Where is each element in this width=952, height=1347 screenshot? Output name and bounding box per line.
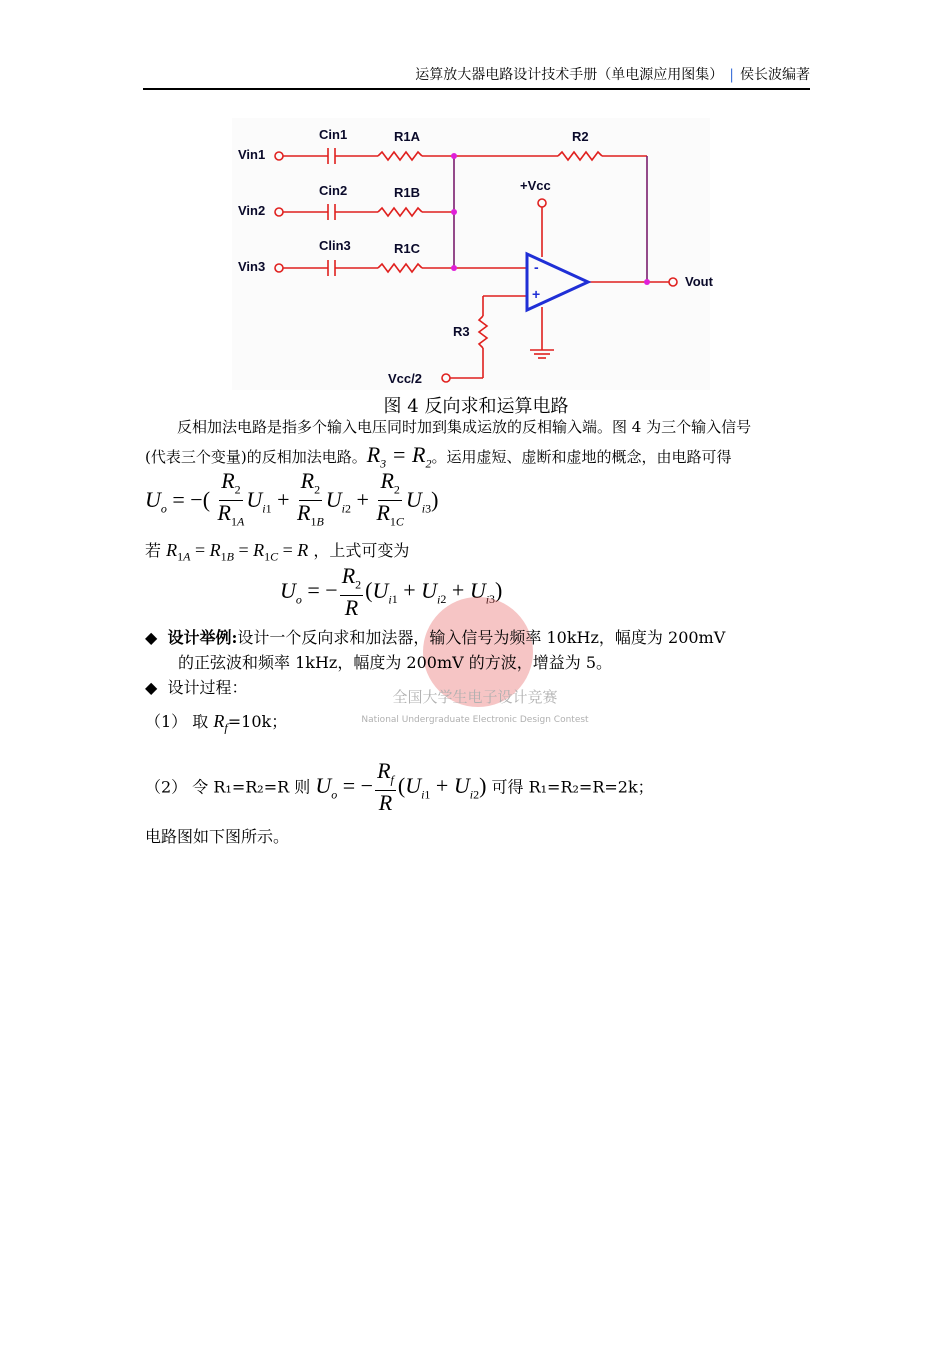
design-example-line2: 的正弦波和频率 1kHz，幅度为 200mV 的方波，增益为 5。: [178, 653, 613, 672]
step-2-prefix: 令 R₁=R₂=R 则: [192, 777, 311, 797]
vin3-label: Vin3: [238, 259, 266, 274]
condition-prefix: 若: [145, 541, 162, 560]
node-dot: [451, 209, 457, 215]
design-process-label: 设计过程：: [167, 678, 248, 697]
vout-label: Vout: [685, 274, 713, 289]
step-1: [145, 709, 287, 736]
vcc-label: +Vcc: [520, 178, 551, 193]
formula-uo-simplified: $U_o$ = − $\frac{R_2}{R}$ $(U_{i1} + U_{i2} + U_{i3})$: [280, 563, 503, 621]
diamond-bullet-icon: ◆: [145, 628, 158, 647]
vin2-label: Vin2: [238, 203, 266, 218]
step-2-number: （2）: [145, 777, 188, 797]
node-dot: [451, 265, 457, 271]
paragraph-2-suffix: 。运用虚短、虚断和虚地的概念，由电路可得: [431, 448, 732, 466]
step-1-prefix: 取: [192, 712, 209, 731]
r1a-label: R1A: [394, 129, 421, 144]
design-example-text: 设计一个反向求和加法器，输入信号为频率 10kHz，幅度为 200mV: [237, 628, 726, 647]
figure-caption: 图 4 反向求和运算电路: [383, 396, 569, 417]
watermark-cn: 全国大学生电子设计竞赛: [392, 688, 558, 706]
page-header: [143, 64, 810, 90]
node-dot: [451, 153, 457, 159]
opamp-plus-label: +: [532, 286, 541, 302]
header-author: 侯长波编著: [740, 67, 810, 83]
step-1-number: （1）: [145, 712, 188, 731]
opamp-minus-label: -: [534, 259, 539, 275]
header-title: 运算放大器电路设计技术手册（单电源应用图集）: [415, 67, 724, 83]
watermark-en: National Undergraduate Electronic Design Contest: [361, 715, 589, 725]
step-2-suffix: 可得 R₁=R₂=R=2k；: [491, 777, 654, 797]
vcc2-label: Vcc/2: [388, 371, 422, 386]
design-example-label: 设计举例:: [167, 628, 238, 647]
node-dot: [644, 279, 650, 285]
cin2-label: Cin2: [319, 183, 348, 198]
r1b-label: R1B: [394, 185, 421, 200]
condition-formula: $R_{1A} = R_{1B} = R_{1C} = R$: [166, 540, 309, 564]
rf-symbol: $R_f$: [213, 711, 228, 735]
inverting-summing-circuit: [232, 118, 713, 390]
design-process: [145, 675, 248, 698]
closing-text: 电路图如下图所示。: [145, 827, 290, 846]
step-2: [145, 760, 654, 815]
formula-uo-general: $U_o$ = −( $\frac{R_2}{R_{1A}}$ $U_{i1}$ + $\frac{R_2}{R_{1B}}$ $U_{i2}$ + $\frac{R_2}{R_{1C}}$ $U_{i3}$): [145, 468, 439, 529]
r2-label: R2: [572, 129, 589, 144]
paragraph-2-prefix: (代表三个变量)的反相加法电路。: [145, 448, 367, 466]
r1c-label: R1C: [394, 241, 421, 256]
vin1-label: Vin1: [238, 147, 266, 162]
r3-equals-r2: $R_3 = R_2$: [366, 442, 432, 471]
condition-suffix: ，上式可变为: [313, 541, 410, 560]
header-separator: |: [729, 67, 734, 83]
step-2-formula: $U_o$ = − $\frac{R_f}{R}$ $(U_{i1} + U_{i2})$: [315, 758, 487, 816]
condition-line: [145, 538, 409, 565]
paragraph-1: 反相加法电路是指多个输入电压同时加到集成运放的反相输入端。图 4 为三个输入信号: [177, 418, 752, 436]
r3-label: R3: [453, 324, 470, 339]
step-1-suffix: =10k；: [227, 712, 288, 731]
cin1-label: Cin1: [319, 127, 348, 142]
design-example: [145, 625, 725, 648]
cin3-label: Clin3: [319, 238, 351, 253]
diamond-bullet-icon: ◆: [145, 678, 158, 697]
